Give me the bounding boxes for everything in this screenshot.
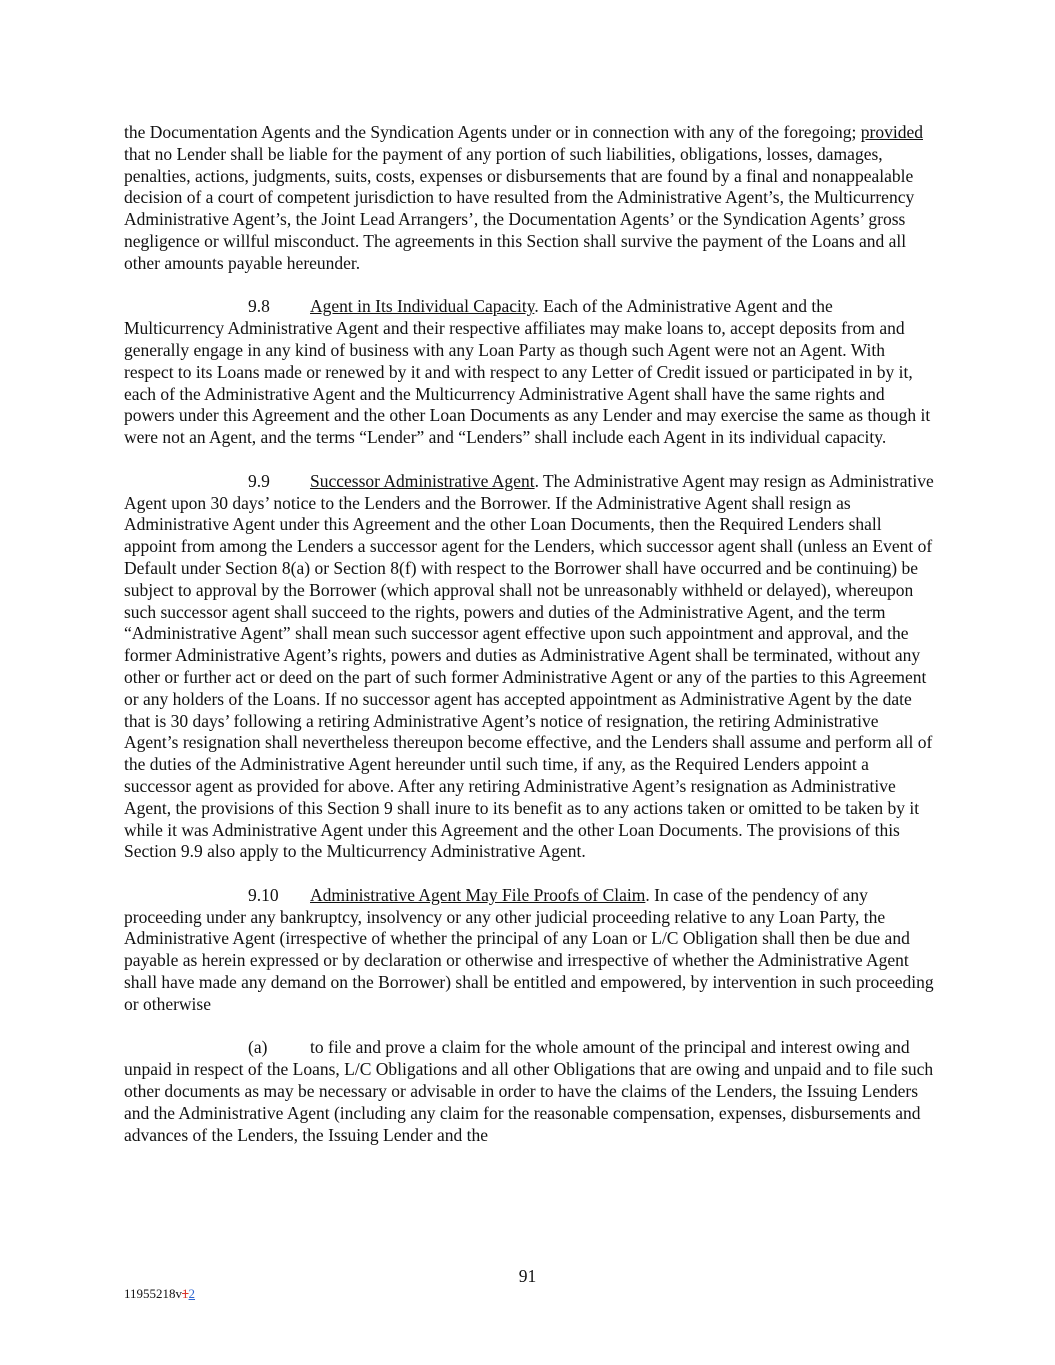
section-9-9 [124, 471, 934, 863]
clause-body: to file and prove a claim for the whole amount of the principal and interest owing and unpaid in respect of the Loans, L/C Obligations and all other Obligations that are owing and unpaid and to file such other documents as may be necessary or advisable in order to have the claims of the Lenders, the Issuing Lenders and the Administrative Agent (including any claim for the reasonable compensation, expenses, disbursements and advances of the Lenders, the Issuing Lender and the [124, 1037, 934, 1145]
doc-id-inserted-revision: 2 [188, 1286, 196, 1301]
paragraph-gap [124, 449, 934, 471]
section-heading: Agent in Its Individual Capacity [310, 296, 535, 317]
document-body [124, 122, 934, 1146]
doc-id-deleted-revision: 1 [182, 1286, 189, 1301]
section-heading: Successor Administrative Agent [310, 470, 535, 491]
section-number: 9.10 [248, 884, 279, 905]
section-number: 9.8 [248, 296, 270, 317]
paragraph-gap [124, 275, 934, 297]
paragraph-gap [124, 1016, 934, 1038]
paragraph-gap [124, 863, 934, 885]
section-9-8 [124, 296, 934, 449]
doc-id-base: 11955218v [124, 1286, 183, 1301]
section-heading: Administrative Agent May File Proofs of Claim [310, 884, 646, 905]
intro-text-part-1: the Documentation Agents and the Syndication Agents under or in connection with any of the foregoing; [124, 122, 861, 142]
document-id [124, 1286, 195, 1302]
section-body: . In case of the pendency of any proceeding under any bankruptcy, insolvency or any other judicial proceeding relative to any Loan Party, the Administrative Agent (irrespective of whether the principal of any Loan or L/C Obligation shall then be due and payable as herein expressed or by declaration or otherwise and irrespective of whether the Administrative Agent shall have made any demand on the Borrower) shall be entitled and empowered, by intervention in such proceeding or otherwise [124, 884, 934, 1014]
section-body: . The Administrative Agent may resign as Administrative Agent upon 30 days’ notice to the Lenders and the Borrower. If the Administrative Agent shall resign as Administrative Agent under this Agreement and the other Loan Documents, then the Required Lenders shall appoint from among the Lenders a successor agent for the Lenders, which successor agent shall (unless an Event of Default under Section 8(a) or Section 8(f) with respect to the Borrower shall have occurred and be continuing) be subject to approval by the Borrower (which approval shall not be unreasonably withheld or delayed), whereupon such successor agent shall succeed to the rights, powers and duties of the Administrative Agent, and the term “Administrative Agent” shall mean such successor agent effective upon such appointment and approval, and the former Administrative Agent’s rights, powers and duties as Administrative Agent shall be terminated, without any other or further act or deed on the part of such former Administrative Agent or any of the parties to this Agreement or any holders of the Loans. If no successor agent has accepted appointment as Administrative Agent by the date that is 30 days’ following a retiring Administrative Agent’s notice of resignation, the retiring Administrative Agent’s resignation shall nevertheless thereupon become effective, and the Lenders shall assume and perform all of the duties of the Administrative Agent hereunder until such time, if any, as the Required Lenders appoint a successor agent as provided for above. After any retiring Administrative Agent’s resignation as Administrative Agent, the provisions of this Section 9 shall inure to its benefit as to any actions taken or omitted to be taken by it while it was Administrative Agent under this Agreement and the other Loan Documents. The provisions of this Section 9.9 also apply to the Multicurrency Administrative Agent. [124, 470, 934, 862]
clause-label: (a) [248, 1037, 268, 1058]
paragraph-intro [124, 122, 934, 275]
page-number: 91 [518, 1266, 537, 1286]
intro-text-part-2: that no Lender shall be liable for the payment of any portion of such liabilities, obligations, losses, damages, penalties, actions, judgments, suits, costs, expenses or disbursements that are found by a final and nonappealable decision of a court of competent jurisdiction to have resulted from the Administrative Agent’s, the Multicurrency Administrative Agent’s, the Joint Lead Arrangers’, the Documentation Agents’ or the Syndication Agents’ gross negligence or willful misconduct. The agreements in this Section shall survive the payment of the Loans and all other amounts payable hereunder. [124, 143, 915, 273]
section-9-10 [124, 885, 934, 1016]
section-number: 9.9 [248, 470, 270, 491]
provided-term: provided [860, 122, 924, 142]
clause-a [124, 1037, 934, 1146]
section-body: . Each of the Administrative Agent and the Multicurrency Administrative Agent and their respective affiliates may make loans to, accept deposits from and generally engage in any kind of business with any Loan Party as though such Agent were not an Agent. With respect to its Loans made or renewed by it and with respect to any Letter of Credit issued or participated in by it, each of the Administrative Agent and the Multicurrency Administrative Agent shall have the same rights and powers under this Agreement and the other Loan Documents as any Lender and may exercise the same as though it were not an Agent, and the terms “Lender” and “Lenders” shall include each Agent in its individual capacity. [124, 296, 931, 448]
